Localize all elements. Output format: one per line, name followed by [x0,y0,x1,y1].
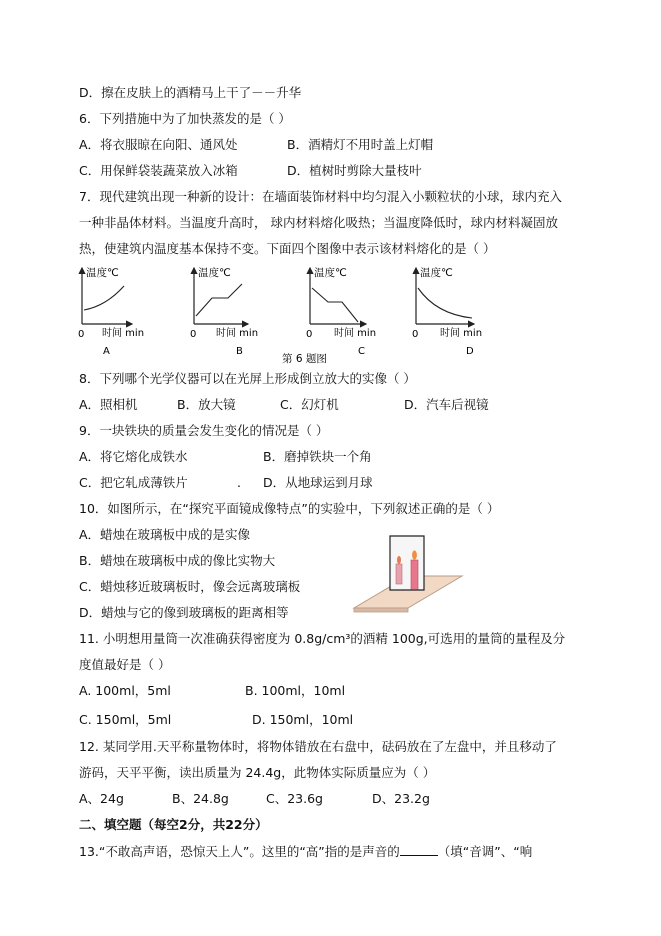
q10-option-c: C．蜡烛移近玻璃板时，像会远离玻璃板 [79,579,301,594]
q11-option-d: D. 150ml，10ml [252,712,354,727]
answer-blank[interactable] [400,843,438,856]
q10-option-a: A．蜡烛在玻璃板中成的是实像 [79,527,251,542]
flame-image-icon [397,556,401,564]
q6-option-b: B．酒精灯不用时盖上灯帽 [287,137,434,152]
q12-option-d: D、23.2g [372,791,430,806]
graph-d-ylabel: 温度℃ [420,267,453,279]
graph-a [78,266,144,357]
graph-c-ylabel: 温度℃ [314,267,347,279]
graph-c-origin: 0 [306,329,313,340]
question-7-line-3: 热，使建筑内温度基本保持不变。下面四个图像中表示该材料熔化的是（ ） [79,241,496,256]
graph-b-letter: B [236,346,243,357]
graph-b [190,266,258,357]
q12-option-a: A、24g [79,791,124,806]
question-10: 10．如图所示，在“探究平面镜成像特点”的实验中，下列叙述正确的是（ ） [79,501,500,516]
q11-option-c: C. 150ml，5ml [79,712,172,727]
q9-option-a: A．将它熔化成铁水 [79,449,188,464]
q6-option-d: D．植树时剪除大量枝叶 [287,163,422,178]
candle [411,560,418,590]
question-13 [79,843,532,860]
question-12-line-1: 12. 某同学用.天平称量物体时，将物体错放在右盘中，砝码放在了左盘中，并且移动了 [79,739,557,754]
graph-d-letter: D [466,346,474,357]
graph-d-xlabel: 时间 min [440,328,483,339]
graph-d-origin: 0 [412,329,419,340]
question-13-text: 13.“不敢高声语，恐惊天上人”。这里的“高”指的是声音的 [79,844,400,859]
q6-option-c: C．用保鲜袋装蔬菜放入冰箱 [79,163,238,178]
question-7-line-2: 一种非晶体材料。当温度升高时， 球内材料熔化吸热；当温度降低时，球内材料凝固放 [79,215,558,230]
flame-icon [412,550,417,559]
candle-image [396,564,402,584]
q9-option-d: D．从地球运到月球 [263,475,373,490]
q12-option-b: B、24.8g [172,791,229,806]
graph-a-origin: 0 [78,329,85,340]
q8-option-c: C．幻灯机 [280,397,339,412]
graph-a-ylabel: 温度℃ [86,267,119,279]
mirror-experiment-illustration [352,532,464,616]
option-d-prev: D．擦在皮肤上的酒精马上干了－－升华 [79,85,302,100]
question-11-line-1: 11. 小明想用量筒一次准确获得密度为 0.8g/cm³的酒精 100g,可选用的量筒的量程及分 [79,631,566,646]
melting-graphs-figure [76,264,516,370]
graph-c-letter: C [358,346,365,357]
question-12-line-2: 游码，天平平衡，读出质量为 24.4g，此物体实际质量应为（ ） [79,765,436,780]
graph-c [306,266,376,357]
q10-option-b: B．蜡烛在玻璃板中成的像比实物大 [79,553,276,568]
question-11-line-2: 度值最好是（ ） [79,657,171,672]
graph-b-origin: 0 [190,329,197,340]
graph-c-xlabel: 时间 min [334,328,377,339]
section-title-fill-in: 二、填空题（每空2分，共22分） [79,817,268,832]
question-8: 8．下列哪个光学仪器可以在光屏上形成倒立放大的实像（ ） [79,371,416,386]
figure-caption: 第 6 题图 [282,353,327,365]
question-13-hint: （填“音调”、“响 [437,844,533,859]
q9-option-c: C．把它轧成薄铁片 [79,475,188,490]
q11-option-a: A. 100ml，5ml [79,683,171,698]
q11-option-b: B. 100ml，10ml [245,683,346,698]
question-9: 9．一块铁块的质量会发生变化的情况是（ ） [79,423,329,438]
q10-option-d: D．蜡烛与它的像到玻璃板的距离相等 [79,605,289,620]
graph-a-xlabel: 时间 min [102,328,145,339]
graph-b-xlabel: 时间 min [216,328,259,339]
q8-option-b: B．放大镜 [177,397,236,412]
q8-option-a: A．照相机 [79,397,138,412]
graph-d [412,266,482,357]
q9-option-b: B．磨掉铁块一个角 [263,449,372,464]
q8-option-d: D．汽车后视镜 [404,397,489,412]
graph-b-ylabel: 温度℃ [198,267,231,279]
question-6: 6．下列措施中为了加快蒸发的是（ ） [79,111,291,126]
graph-a-letter: A [103,346,110,357]
q6-option-a: A．将衣服晾在向阳、通风处 [79,137,238,152]
q12-option-c: C、23.6g [266,791,323,806]
q9-stray-dot: . [237,475,241,490]
question-7-line-1: 7．现代建筑出现一种新的设计：在墙面装饰材料中均匀混入小颗粒状的小球，球内充入 [79,189,562,204]
